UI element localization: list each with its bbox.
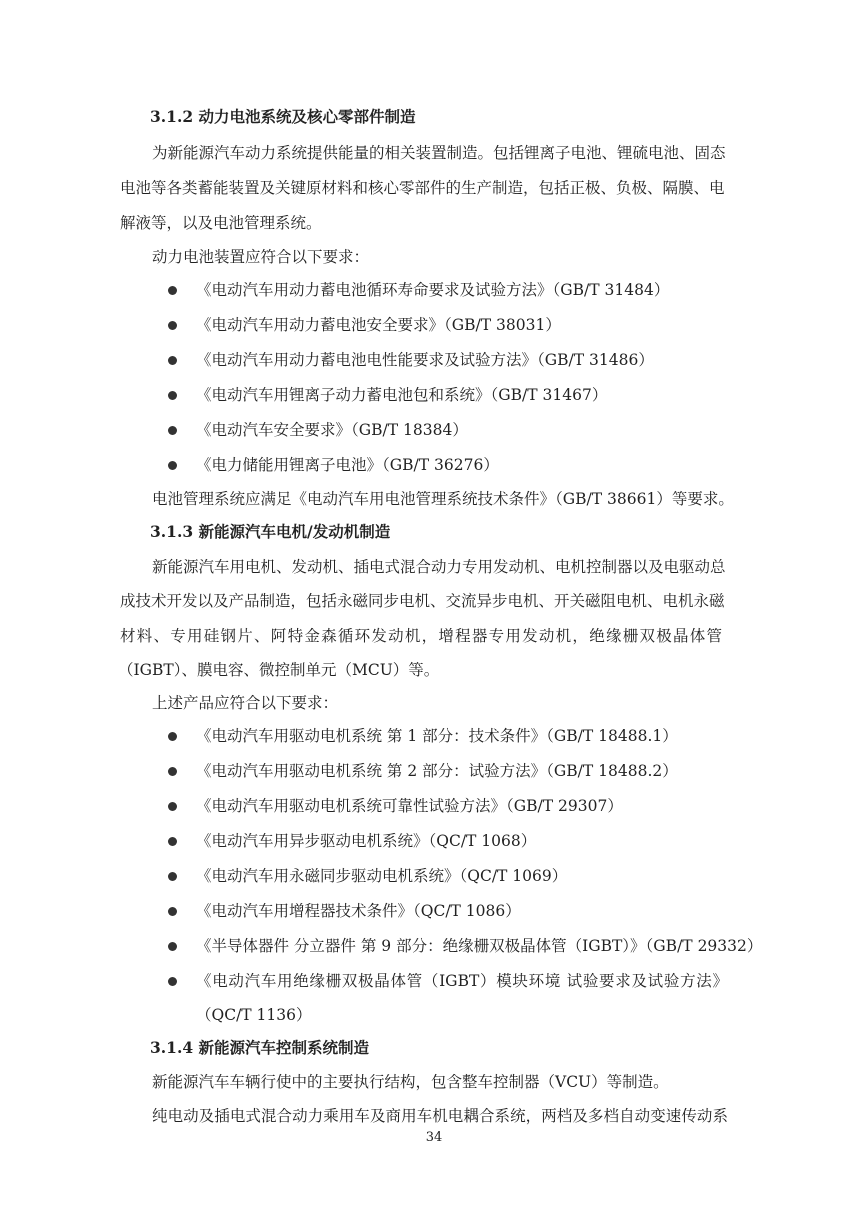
bullet-icon <box>168 837 177 846</box>
bullet-icon <box>168 426 177 435</box>
standard-item: 《电动汽车用增程器技术条件》（QC/T 1086） <box>196 902 521 920</box>
bullet-icon <box>168 286 177 295</box>
standard-item: 《电动汽车用动力蓄电池电性能要求及试验方法》（GB/T 31486） <box>196 351 654 369</box>
section-heading-3-1-4: 3.1.4 新能源汽车控制系统制造 <box>150 1038 370 1057</box>
requirements-intro: 动力电池装置应符合以下要求： <box>152 248 370 266</box>
bullet-icon <box>168 942 177 951</box>
bullet-icon <box>168 461 177 470</box>
bullet-icon <box>168 802 177 811</box>
bullet-icon <box>168 321 177 330</box>
bullet-icon <box>168 391 177 400</box>
standard-item: 《电动汽车用绝缘栅双极晶体管（IGBT）模块环境 试验要求及试验方法》 <box>196 972 728 990</box>
standard-item: 《电动汽车用动力蓄电池安全要求》（GB/T 38031） <box>196 316 561 334</box>
paragraph-line: 为新能源汽车动力系统提供能量的相关装置制造。包括锂离子电池、锂硫电池、固态 <box>152 144 726 162</box>
paragraph-line: 材料、专用硅钢片、阿特金森循环发动机，增程器专用发动机，绝缘栅双极晶体管 <box>120 627 722 645</box>
standard-item: 《电动汽车安全要求》（GB/T 18384） <box>196 421 468 439</box>
paragraph-line: （IGBT）、膜电容、微控制单元（MCU）等。 <box>118 661 440 679</box>
bms-requirement: 电池管理系统应满足《电动汽车用电池管理系统技术条件》（GB/T 38661）等要求。 <box>152 490 734 508</box>
bullet-icon <box>168 977 177 986</box>
section-heading-3-1-3: 3.1.3 新能源汽车电机/发动机制造 <box>150 522 391 541</box>
page-number: 34 <box>425 1130 443 1145</box>
standard-item: 《电动汽车用驱动电机系统可靠性试验方法》（GB/T 29307） <box>196 797 623 815</box>
requirements-intro: 上述产品应符合以下要求： <box>152 694 339 712</box>
standard-item: 《电动汽车用永磁同步驱动电机系统》（QC/T 1069） <box>196 867 568 885</box>
paragraph-line: 纯电动及插电式混合动力乘用车及商用车机电耦合系统，两档及多档自动变速传动系 <box>152 1107 728 1125</box>
bullet-icon <box>168 767 177 776</box>
standard-item: 《半导体器件 分立器件 第 9 部分：绝缘栅双极晶体管（IGBT）》（GB/T 29332） <box>196 937 763 955</box>
paragraph-line: 新能源汽车车辆行使中的主要执行结构，包含整车控制器（VCU）等制造。 <box>152 1073 669 1091</box>
standard-item: 《电动汽车用驱动电机系统 第 2 部分：试验方法》（GB/T 18488.2） <box>196 762 678 780</box>
standard-item-continuation: （QC/T 1136） <box>196 1006 312 1024</box>
standard-item: 《电力储能用锂离子电池》（GB/T 36276） <box>196 456 499 474</box>
section-heading-3-1-2: 3.1.2 动力电池系统及核心零部件制造 <box>150 107 416 126</box>
paragraph-line: 电池等各类蓄能装置及关键原材料和核心零部件的生产制造，包括正极、负极、隔膜、电 <box>120 179 725 197</box>
paragraph-line: 成技术开发以及产品制造，包括永磁同步电机、交流异步电机、开关磁阻电机、电机永磁 <box>120 592 725 610</box>
standard-item: 《电动汽车用动力蓄电池循环寿命要求及试验方法》（GB/T 31484） <box>196 281 670 299</box>
bullet-icon <box>168 732 177 741</box>
bullet-icon <box>168 356 177 365</box>
paragraph-line: 新能源汽车用电机、发动机、插电式混合动力专用发动机、电机控制器以及电驱动总 <box>152 558 726 576</box>
paragraph-line: 解液等，以及电池管理系统。 <box>120 214 322 232</box>
standard-item: 《电动汽车用锂离子动力蓄电池包和系统》（GB/T 31467） <box>196 386 608 404</box>
bullet-icon <box>168 872 177 881</box>
standard-item: 《电动汽车用异步驱动电机系统》（QC/T 1068） <box>196 832 537 850</box>
bullet-icon <box>168 907 177 916</box>
standard-item: 《电动汽车用驱动电机系统 第 1 部分：技术条件》（GB/T 18488.1） <box>196 727 678 745</box>
